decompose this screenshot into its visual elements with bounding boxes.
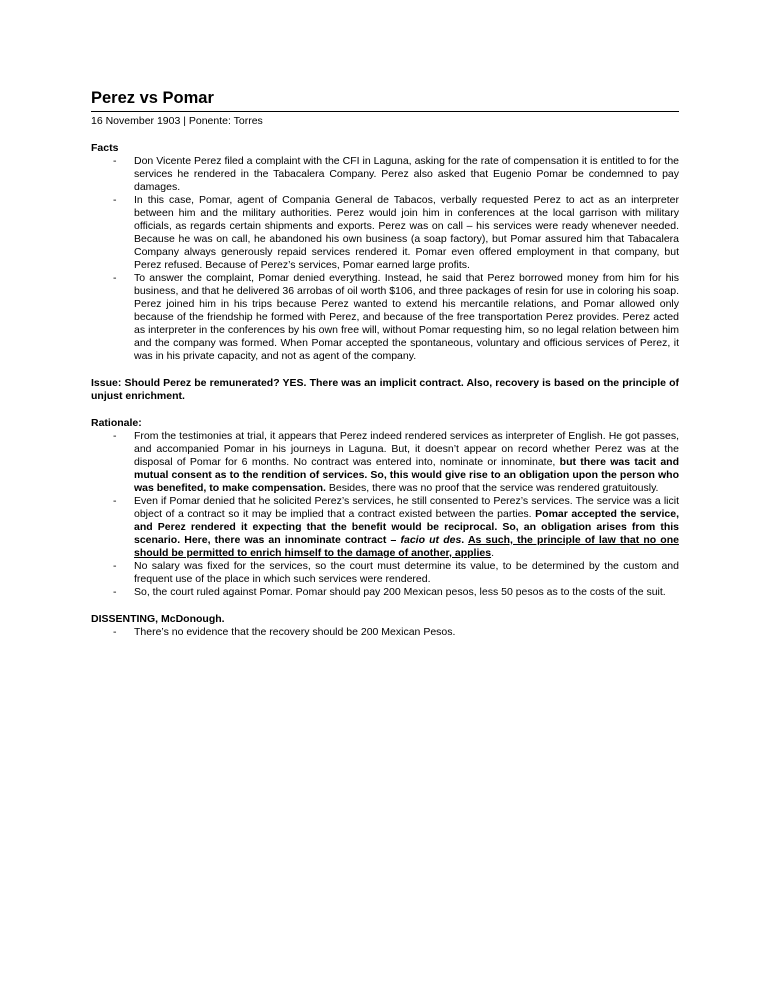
rationale-underlined-text: As such, the principle of law that no one should be permitted to enrich himself to the damage of another, applies (134, 534, 679, 559)
rationale-bold-text: but there was tacit and mutual consent as to the rendition of services. So, this would give rise to an obligation upon the person who was benefited, to make compensation. (134, 456, 679, 494)
bullet-dash: - (113, 194, 117, 206)
rationale-text: So, the court ruled against Pomar. Pomar should pay 200 Mexican pesos, less 50 pesos as to the costs of the suit. (134, 586, 666, 598)
facts-item (91, 272, 679, 363)
facts-heading: Facts (91, 142, 119, 154)
rationale-latin-term: facio ut des (400, 534, 462, 546)
facts-item (91, 155, 679, 194)
facts-item (91, 194, 679, 272)
case-digest (91, 88, 679, 639)
dissent-heading: DISSENTING, McDonough. (91, 613, 225, 625)
rationale-text: Besides, there was no proof that the service was rendered gratuitously. (325, 482, 659, 494)
bullet-dash: - (113, 495, 117, 507)
facts-list (91, 155, 679, 363)
rationale-item (91, 586, 679, 599)
bullet-dash: - (113, 560, 117, 572)
rationale-item (91, 430, 679, 495)
page-title: Perez vs Pomar (91, 88, 679, 112)
bullet-dash: - (113, 272, 117, 284)
rationale-bold-text: . (461, 534, 468, 546)
dissent-item (91, 626, 679, 639)
dissent-text: There’s no evidence that the recovery should be 200 Mexican Pesos. (134, 626, 456, 638)
rationale-heading: Rationale: (91, 417, 142, 429)
rationale-item (91, 560, 679, 586)
rationale-text: . (491, 547, 494, 559)
rationale-text: No salary was fixed for the services, so the court must determine its value, to be determined by the custom and frequent use of the place in which such services were rendered. (134, 560, 679, 585)
dissent-list (91, 626, 679, 639)
rationale-item (91, 495, 679, 560)
rationale-text: Even if Pomar denied that he solicited Perez’s services, he still consented to Perez’s services. The service was a licit object of a contract so it may be implied that a contract existed between the parties. (134, 495, 679, 520)
bullet-dash: - (113, 626, 117, 638)
rationale-bold-text: Pomar accepted the service, and Perez rendered it expecting that the benefit would be reciprocal. So, an obligation arises from this scenario. Here, there was an innominate contract – (134, 508, 679, 546)
bullet-dash: - (113, 155, 117, 167)
facts-item-text: Don Vicente Perez filed a complaint with the CFI in Laguna, asking for the rate of compensation it is entitled to for the services he rendered in the Tabacalera Company. Perez also asked that Eugenio Pomar be condemned to pay damages. (134, 155, 679, 193)
rationale-text: From the testimonies at trial, it appears that Perez indeed rendered services as interpreter of English. He got passes, and accompanied Pomar in his journeys in Laguna. But, it doesn’t appear on record whether Perez was at the disposal of Pomar for 6 months. No contract was entered into, nominate or innominate, (134, 430, 679, 468)
rationale-list (91, 430, 679, 599)
case-date-ponente: 16 November 1903 | Ponente: Torres (91, 115, 263, 127)
facts-item-text: In this case, Pomar, agent of Compania General de Tabacos, verbally requested Perez to act as an interpreter between him and the military authorities. Perez would join him in conferences at the local garrison with military officials, as regards certain shipments and exports. Perez was on call – his services were ready whenever needed. Because he was on call, he abandoned his own business (a soap factory), but Pomar assured him that Tabacalera Company always generously repaid services rendered it. Pomar even offered employment in that company, but Perez refused. Because of Perez’s services, Pomar earned large profits. (134, 194, 679, 271)
facts-item-text: To answer the complaint, Pomar denied everything. Instead, he said that Perez borrowed money from him for his business, and that he delivered 36 arrobas of oil worth $106, and three packages of resin for use in coloring his soap. Perez joined him in his trips because Perez wanted to extend his mercantile relations, and Pomar allowed only because of the friendship he formed with Perez, and because of the free transportation Perez provides. Perez acted as interpreter in the conferences by his own free will, without Pomar requesting him, so no legal relation between him and the company was formed. When Pomar accepted the spontaneous, voluntary and officious services of Perez, it was in his private capacity, and not as agent of the company. (134, 272, 679, 362)
bullet-dash: - (113, 430, 117, 442)
issue-statement: Issue: Should Perez be remunerated? YES. There was an implicit contract. Also, recovery is based on the principle of unjust enrichment. (91, 377, 679, 402)
bullet-dash: - (113, 586, 117, 598)
